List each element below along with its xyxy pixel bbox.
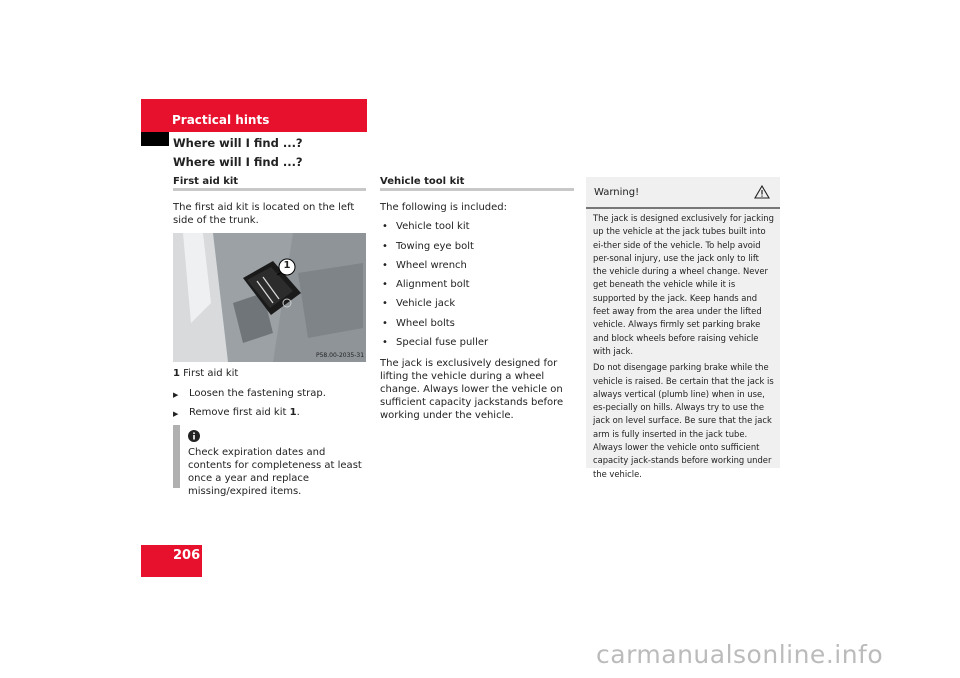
heading-rule: [380, 188, 574, 191]
list-item: • Alignment bolt: [382, 279, 470, 290]
page-number-box: [141, 545, 202, 577]
step-text: Loosen the fastening strap.: [189, 388, 326, 399]
first-aid-heading: First aid kit: [173, 176, 239, 187]
callout-number: 1: [283, 260, 291, 271]
list-item-label: Alignment bolt: [396, 279, 470, 290]
warning-title: Warning!: [594, 187, 640, 198]
list-item-label: Special fuse puller: [396, 337, 489, 348]
jack-note: The jack is exclusively designed for lifting the vehicle during a wheel change. Always lower the vehicle on sufficient capacity jackstands before working under the vehicle.: [380, 358, 564, 421]
watermark: carmanualsonline.info: [596, 640, 884, 669]
heading-rule: [173, 188, 366, 191]
first-aid-photo: [173, 233, 366, 362]
warning-body: [593, 212, 775, 484]
section-title: Where will I find ...?: [173, 136, 303, 150]
list-item-label: Vehicle jack: [396, 298, 456, 309]
step-text: Remove first aid kit: [189, 407, 290, 418]
step-end: .: [296, 407, 300, 418]
list-item: • Special fuse puller: [382, 337, 489, 348]
tool-kit-heading: Vehicle tool kit: [380, 176, 465, 187]
photo-code: P58.00-2035-31: [316, 352, 365, 359]
info-bar: [173, 425, 180, 488]
tool-kit-intro: The following is included:: [380, 202, 508, 213]
warning-paragraph: Do not disengage parking brake while the vehicle is raised. Be certain that the jack is always vertical (plumb line) when in use, es-pecially on hills. Always try to use the jack on level surface. Be sure that the jack arm is fully inserted in the jack tube. Always lower the vehicle onto sufficient capacity jack-stands before working under the vehicle.: [593, 362, 774, 479]
step-ref: 1: [289, 407, 297, 418]
warning-paragraph: The jack is designed exclusively for jacking up the vehicle at the jack tubes built into ei-ther side of the vehicle. To help avoid per-sonal injury, use the jack only to lift the vehicle during a wheel change. Never get beneath the vehicle while it is supported by the jack. Keep hands and feet away from the area under the lifted vehicle. Always firmly set parking brake and block wheels before raising vehicle with jack.: [593, 213, 774, 356]
header-marker: [141, 132, 169, 146]
legend-number: 1: [173, 368, 180, 379]
info-icon: [188, 427, 200, 446]
list-item: • Wheel bolts: [382, 318, 455, 329]
warning-triangle-icon: [754, 184, 770, 203]
list-item: • Towing eye bolt: [382, 241, 474, 252]
subsection-title: Where will I find ...?: [173, 155, 303, 169]
photo-legend: [173, 367, 238, 380]
warning-box: [586, 177, 780, 479]
legend-text: First aid kit: [183, 368, 239, 379]
step-item: [189, 406, 300, 419]
list-item: • Vehicle tool kit: [382, 221, 470, 232]
list-item-label: Vehicle tool kit: [396, 221, 470, 232]
trunk-illustration: [173, 233, 366, 362]
chapter-title: Practical hints: [172, 113, 270, 127]
info-text: Check expiration dates and contents for completeness at least once a year and replace missing/expired items.: [188, 447, 362, 497]
warning-rule: [586, 207, 780, 209]
list-item-label: Wheel bolts: [396, 318, 455, 329]
list-item: • Wheel wrench: [382, 260, 467, 271]
page-number: 206: [173, 548, 201, 563]
list-item-label: Wheel wrench: [396, 260, 467, 271]
list-item-label: Towing eye bolt: [396, 241, 474, 252]
first-aid-intro: The first aid kit is located on the left side of the trunk.: [173, 202, 355, 226]
chapter-header: [141, 99, 367, 132]
list-item: • Vehicle jack: [382, 298, 456, 309]
step-item: [189, 387, 326, 400]
